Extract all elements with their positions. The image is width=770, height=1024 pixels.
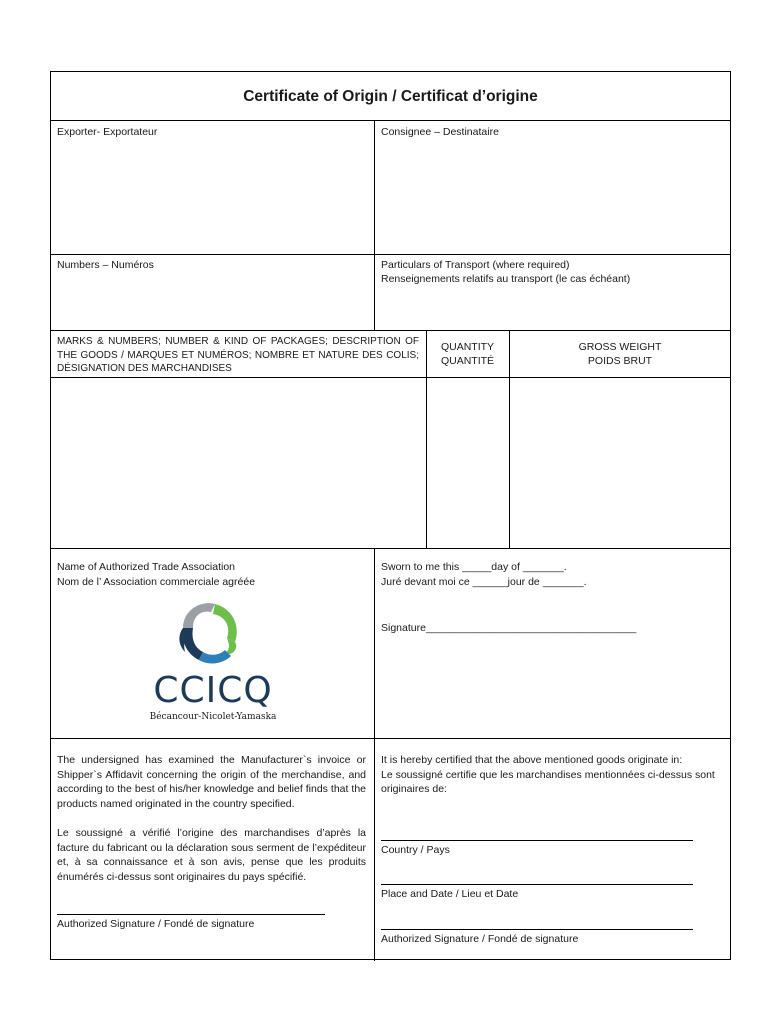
divider (374, 120, 375, 330)
gross-weight-label-en: GROSS WEIGHT (578, 341, 662, 353)
divider (51, 377, 730, 378)
undersigned-statement-fr: Le soussigné a vérifié l’origine des marchandises d’après la facture du fabricant ou la déclaration sous serment de l’expéditeur et, à sa connaissance et à son avis, pense que les produits énumérés ci-dessus sont originaires du pays spécifié. (57, 827, 366, 883)
divider (374, 548, 375, 961)
signature-field[interactable]: Signature____________________________________ (381, 622, 637, 634)
numbers-label: Numbers – Numéros (57, 259, 154, 271)
certified-statement-en: It is hereby certified that the above mentioned goods originate in: (381, 754, 683, 766)
divider (51, 548, 730, 549)
certificate-form (50, 71, 731, 960)
gross-weight-label-fr: POIDS BRUT (587, 355, 653, 367)
authorized-signature-right-label: Authorized Signature / Fondé de signature (381, 933, 579, 945)
certified-statement-fr: Le soussigné certifie que les marchandises mentionnées ci-dessus sont originaires de: (381, 769, 715, 795)
divider (51, 330, 730, 331)
association-label-en: Name of Authorized Trade Association (57, 561, 236, 573)
divider (51, 738, 730, 739)
authorized-signature-left-label: Authorized Signature / Fondé de signature (57, 918, 255, 930)
marks-header: MARKS & NUMBERS; NUMBER & KIND OF PACKAGES; DESCRIPTION OF THE GOODS / MARQUES ET NUMÉROS; NOMBRE ET NATURE DES COLIS; DÉSIGNATION DES MARCHANDISES (57, 336, 419, 374)
logo-emblem-icon (143, 598, 283, 674)
divider (51, 120, 730, 121)
quantity-label-en: QUANTITY (440, 341, 495, 353)
exporter-label: Exporter- Exportateur (57, 126, 158, 138)
logo-wordmark: CCICQ (153, 670, 273, 711)
right-signature-line[interactable] (381, 929, 693, 930)
sworn-en: Sworn to me this _____day of _______. (381, 561, 567, 573)
country-line[interactable] (381, 840, 693, 841)
transport-label-en: Particulars of Transport (where required) (381, 259, 570, 271)
ccicq-logo (143, 598, 283, 726)
consignee-label: Consignee – Destinataire (381, 126, 499, 138)
left-signature-line[interactable] (57, 914, 325, 915)
form-title: Certificate of Origin / Certificat d’origine (243, 88, 538, 105)
sworn-fr: Juré devant moi ce ______jour de _______. (381, 576, 587, 588)
undersigned-statement-en: The undersigned has examined the Manufacturer`s invoice or Shipper`s Affidavit concerning the origin of the merchandise, and according to the best of his/her knowledge and belief finds that the products named originated in the country specified. (57, 754, 366, 810)
place-date-label: Place and Date / Lieu et Date (381, 888, 519, 900)
divider (51, 254, 730, 255)
association-label-fr: Nom de l’ Association commerciale agréée (57, 576, 256, 588)
quantity-label-fr: QUANTITÉ (440, 355, 495, 367)
logo-subtitle: Bécancour-Nicolet-Yamaska (149, 712, 277, 722)
place-date-line[interactable] (381, 884, 693, 885)
transport-label-fr: Renseignements relatifs au transport (le cas échéant) (381, 273, 631, 285)
country-label: Country / Pays (381, 844, 450, 856)
